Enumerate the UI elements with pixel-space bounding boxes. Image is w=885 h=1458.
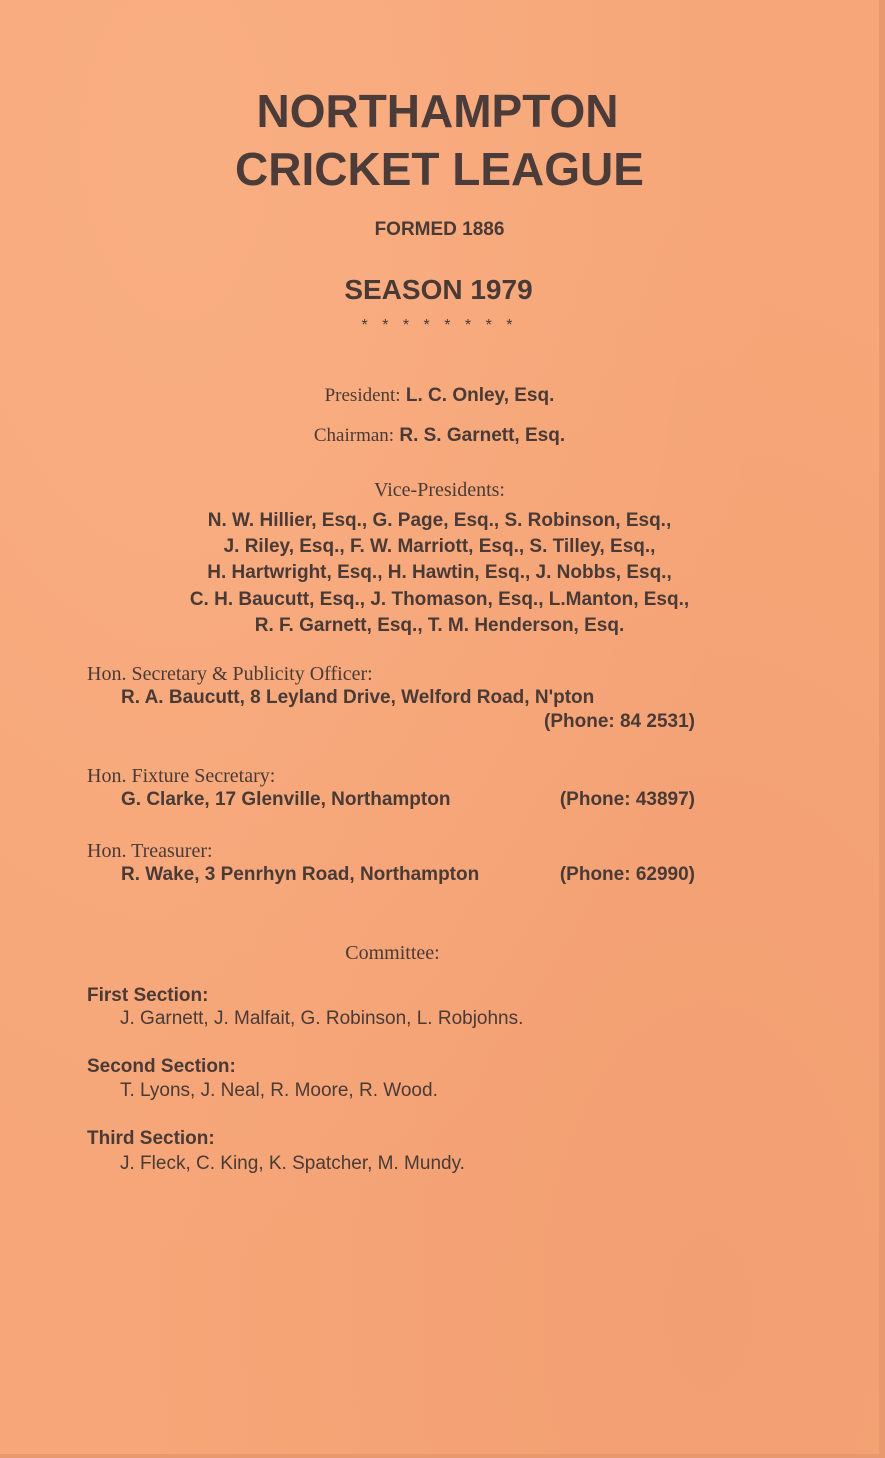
vice-presidents-line: N. W. Hillier, Esq., G. Page, Esq., S. Robinson, Esq., [207, 510, 672, 531]
vice-presidents-line: H. Hartwright, Esq., H. Hawtin, Esq., J. Nobbs, Esq., [207, 562, 672, 583]
treasurer-address: R. Wake, 3 Penrhyn Road, Northampton [121, 864, 480, 885]
committee-section-members: J. Fleck, C. King, K. Spatcher, M. Mundy. [120, 1153, 465, 1174]
chairman-name: R. S. Garnett, Esq. [399, 425, 566, 446]
vice-presidents-line: J. Riley, Esq., F. W. Marriott, Esq., S. Tilley, Esq., [223, 536, 656, 557]
page-bottom-edge [0, 1454, 885, 1458]
committee-section-name: Second Section: [87, 1056, 236, 1077]
fixture-secretary-address: G. Clarke, 17 Glenville, Northampton [121, 789, 451, 810]
committee-section-members: J. Garnett, J. Malfait, G. Robinson, L. Robjohns. [120, 1008, 524, 1029]
secretary-phone: (Phone: 84 2531) [544, 711, 695, 732]
star-divider: * * * * * * * * [361, 317, 518, 334]
committee-section-name: Third Section: [87, 1128, 215, 1149]
season-heading: SEASON 1979 [344, 274, 533, 305]
secretary-address: R. A. Baucutt, 8 Leyland Drive, Welford Road, N'pton [121, 687, 595, 708]
chairman-label: Chairman: [313, 425, 395, 446]
vice-presidents-line: R. F. Garnett, Esq., T. M. Henderson, Esq. [254, 615, 625, 636]
title-line-1: NORTHAMPTON [256, 85, 619, 137]
formed-year: FORMED 1886 [374, 219, 505, 240]
committee-section-members: T. Lyons, J. Neal, R. Moore, R. Wood. [120, 1080, 438, 1101]
vice-presidents-label: Vice-Presidents: [374, 479, 505, 501]
title-line-2: CRICKET LEAGUE [235, 143, 644, 195]
president-line [0, 383, 882, 409]
chairman-line [0, 423, 882, 449]
vice-presidents-line: C. H. Baucutt, Esq., J. Thomason, Esq., L.Manton, Esq., [189, 589, 690, 610]
secretary-label: Hon. Secretary & Publicity Officer: [87, 663, 373, 685]
president-label: President: [324, 385, 401, 406]
president-name: L. C. Onley, Esq. [405, 385, 555, 406]
treasurer-label: Hon. Treasurer: [87, 840, 213, 862]
committee-label: Committee: [345, 942, 440, 964]
fixture-secretary-phone: (Phone: 43897) [559, 789, 695, 810]
committee-section-name: First Section: [87, 985, 209, 1006]
fixture-secretary-label: Hon. Fixture Secretary: [87, 765, 276, 787]
treasurer-phone: (Phone: 62990) [559, 864, 695, 885]
